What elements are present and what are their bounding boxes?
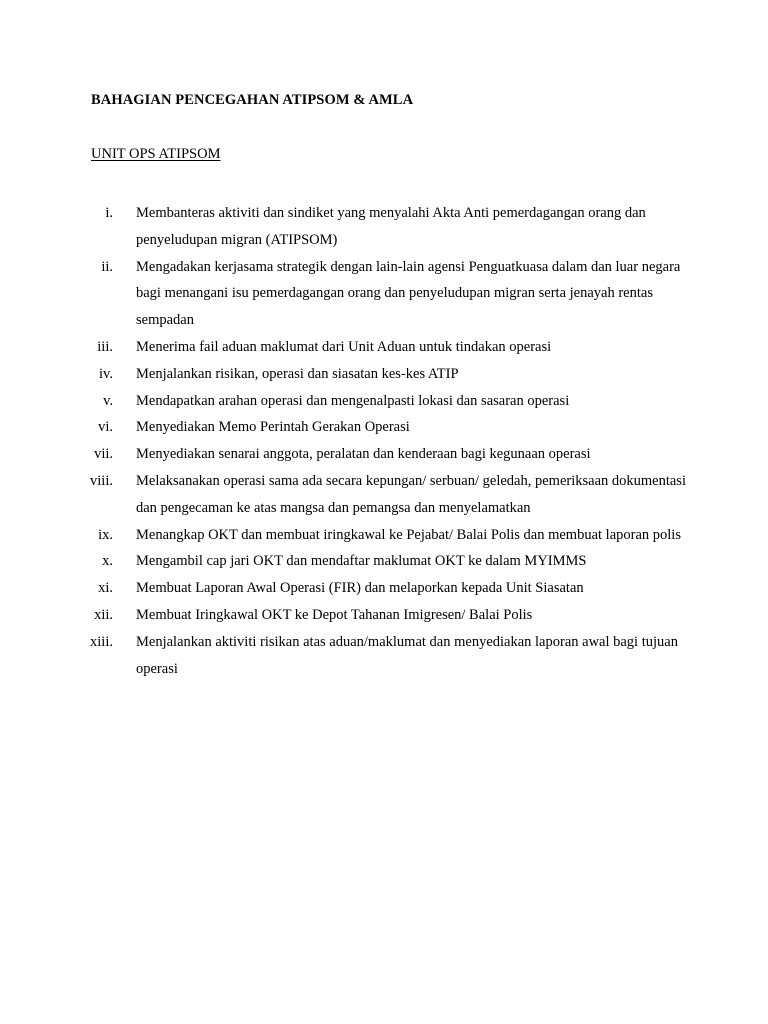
list-text: Mendapatkan arahan operasi dan mengenalpasti lokasi dan sasaran operasi — [136, 392, 570, 409]
list-text: Membuat Laporan Awal Operasi (FIR) dan melaporkan kepada Unit Siasatan — [136, 580, 584, 597]
list-numeral: xi. — [98, 580, 113, 597]
list-numeral: xiii. — [90, 633, 113, 650]
list-item — [0, 441, 768, 468]
list-item — [0, 575, 768, 602]
list-item — [0, 388, 768, 415]
duties-list — [0, 200, 768, 682]
list-text: Menangkap OKT dan membuat iringkawal ke Pejabat/ Balai Polis dan membuat laporan polis — [136, 526, 681, 543]
list-item — [0, 334, 768, 361]
list-text: Menerima fail aduan maklumat dari Unit Aduan untuk tindakan operasi — [136, 338, 552, 355]
list-numeral: vi. — [98, 419, 113, 436]
list-item — [0, 522, 768, 549]
list-numeral: ii. — [101, 258, 113, 275]
list-text: Membuat Iringkawal OKT ke Depot Tahanan Imigresen/ Balai Polis — [136, 606, 533, 623]
list-text: Mengambil cap jari OKT dan mendaftar maklumat OKT ke dalam MYIMMS — [136, 553, 587, 570]
list-item — [0, 602, 768, 629]
unit-subheading: UNIT OPS ATIPSOM — [91, 146, 221, 162]
list-text: Menjalankan aktiviti risikan atas aduan/maklumat dan menyediakan laporan awal bagi tujuan operasi — [136, 633, 678, 677]
list-item — [0, 200, 768, 254]
list-text: Menjalankan risikan, operasi dan siasatan kes-kes ATIP — [136, 365, 459, 382]
list-numeral: xii. — [94, 606, 113, 623]
list-text: Menyediakan Memo Perintah Gerakan Operasi — [136, 419, 410, 436]
list-numeral: iv. — [99, 365, 113, 382]
list-numeral: iii. — [97, 338, 113, 355]
list-numeral: viii. — [90, 472, 113, 489]
list-numeral: x. — [102, 553, 113, 570]
list-item — [0, 361, 768, 388]
list-numeral: vii. — [94, 446, 113, 463]
list-item — [0, 468, 768, 522]
list-item — [0, 414, 768, 441]
list-text: Membanteras aktiviti dan sindiket yang menyalahi Akta Anti pemerdagangan orang dan penyeludupan migran (ATIPSOM) — [136, 205, 646, 248]
list-numeral: i. — [105, 205, 113, 221]
list-numeral: ix. — [98, 526, 113, 543]
list-numeral: v. — [103, 392, 113, 409]
list-item — [0, 629, 768, 683]
list-item — [0, 254, 768, 334]
section-heading: BAHAGIAN PENCEGAHAN ATIPSOM & AMLA — [91, 92, 414, 108]
list-text: Mengadakan kerjasama strategik dengan lain-lain agensi Penguatkuasa dalam dan luar negara bagi menangani isu pemerdagangan orang dan penyeludupan migran serta jenayah rentas sempadan — [136, 258, 681, 329]
list-text: Melaksanakan operasi sama ada secara kepungan/ serbuan/ geledah, pemeriksaan dokumentasi dan pengecaman ke atas mangsa dan pemangsa dan menyelamatkan — [136, 472, 686, 516]
list-text: Menyediakan senarai anggota, peralatan dan kenderaan bagi kegunaan operasi — [136, 446, 591, 463]
list-item — [0, 548, 768, 575]
